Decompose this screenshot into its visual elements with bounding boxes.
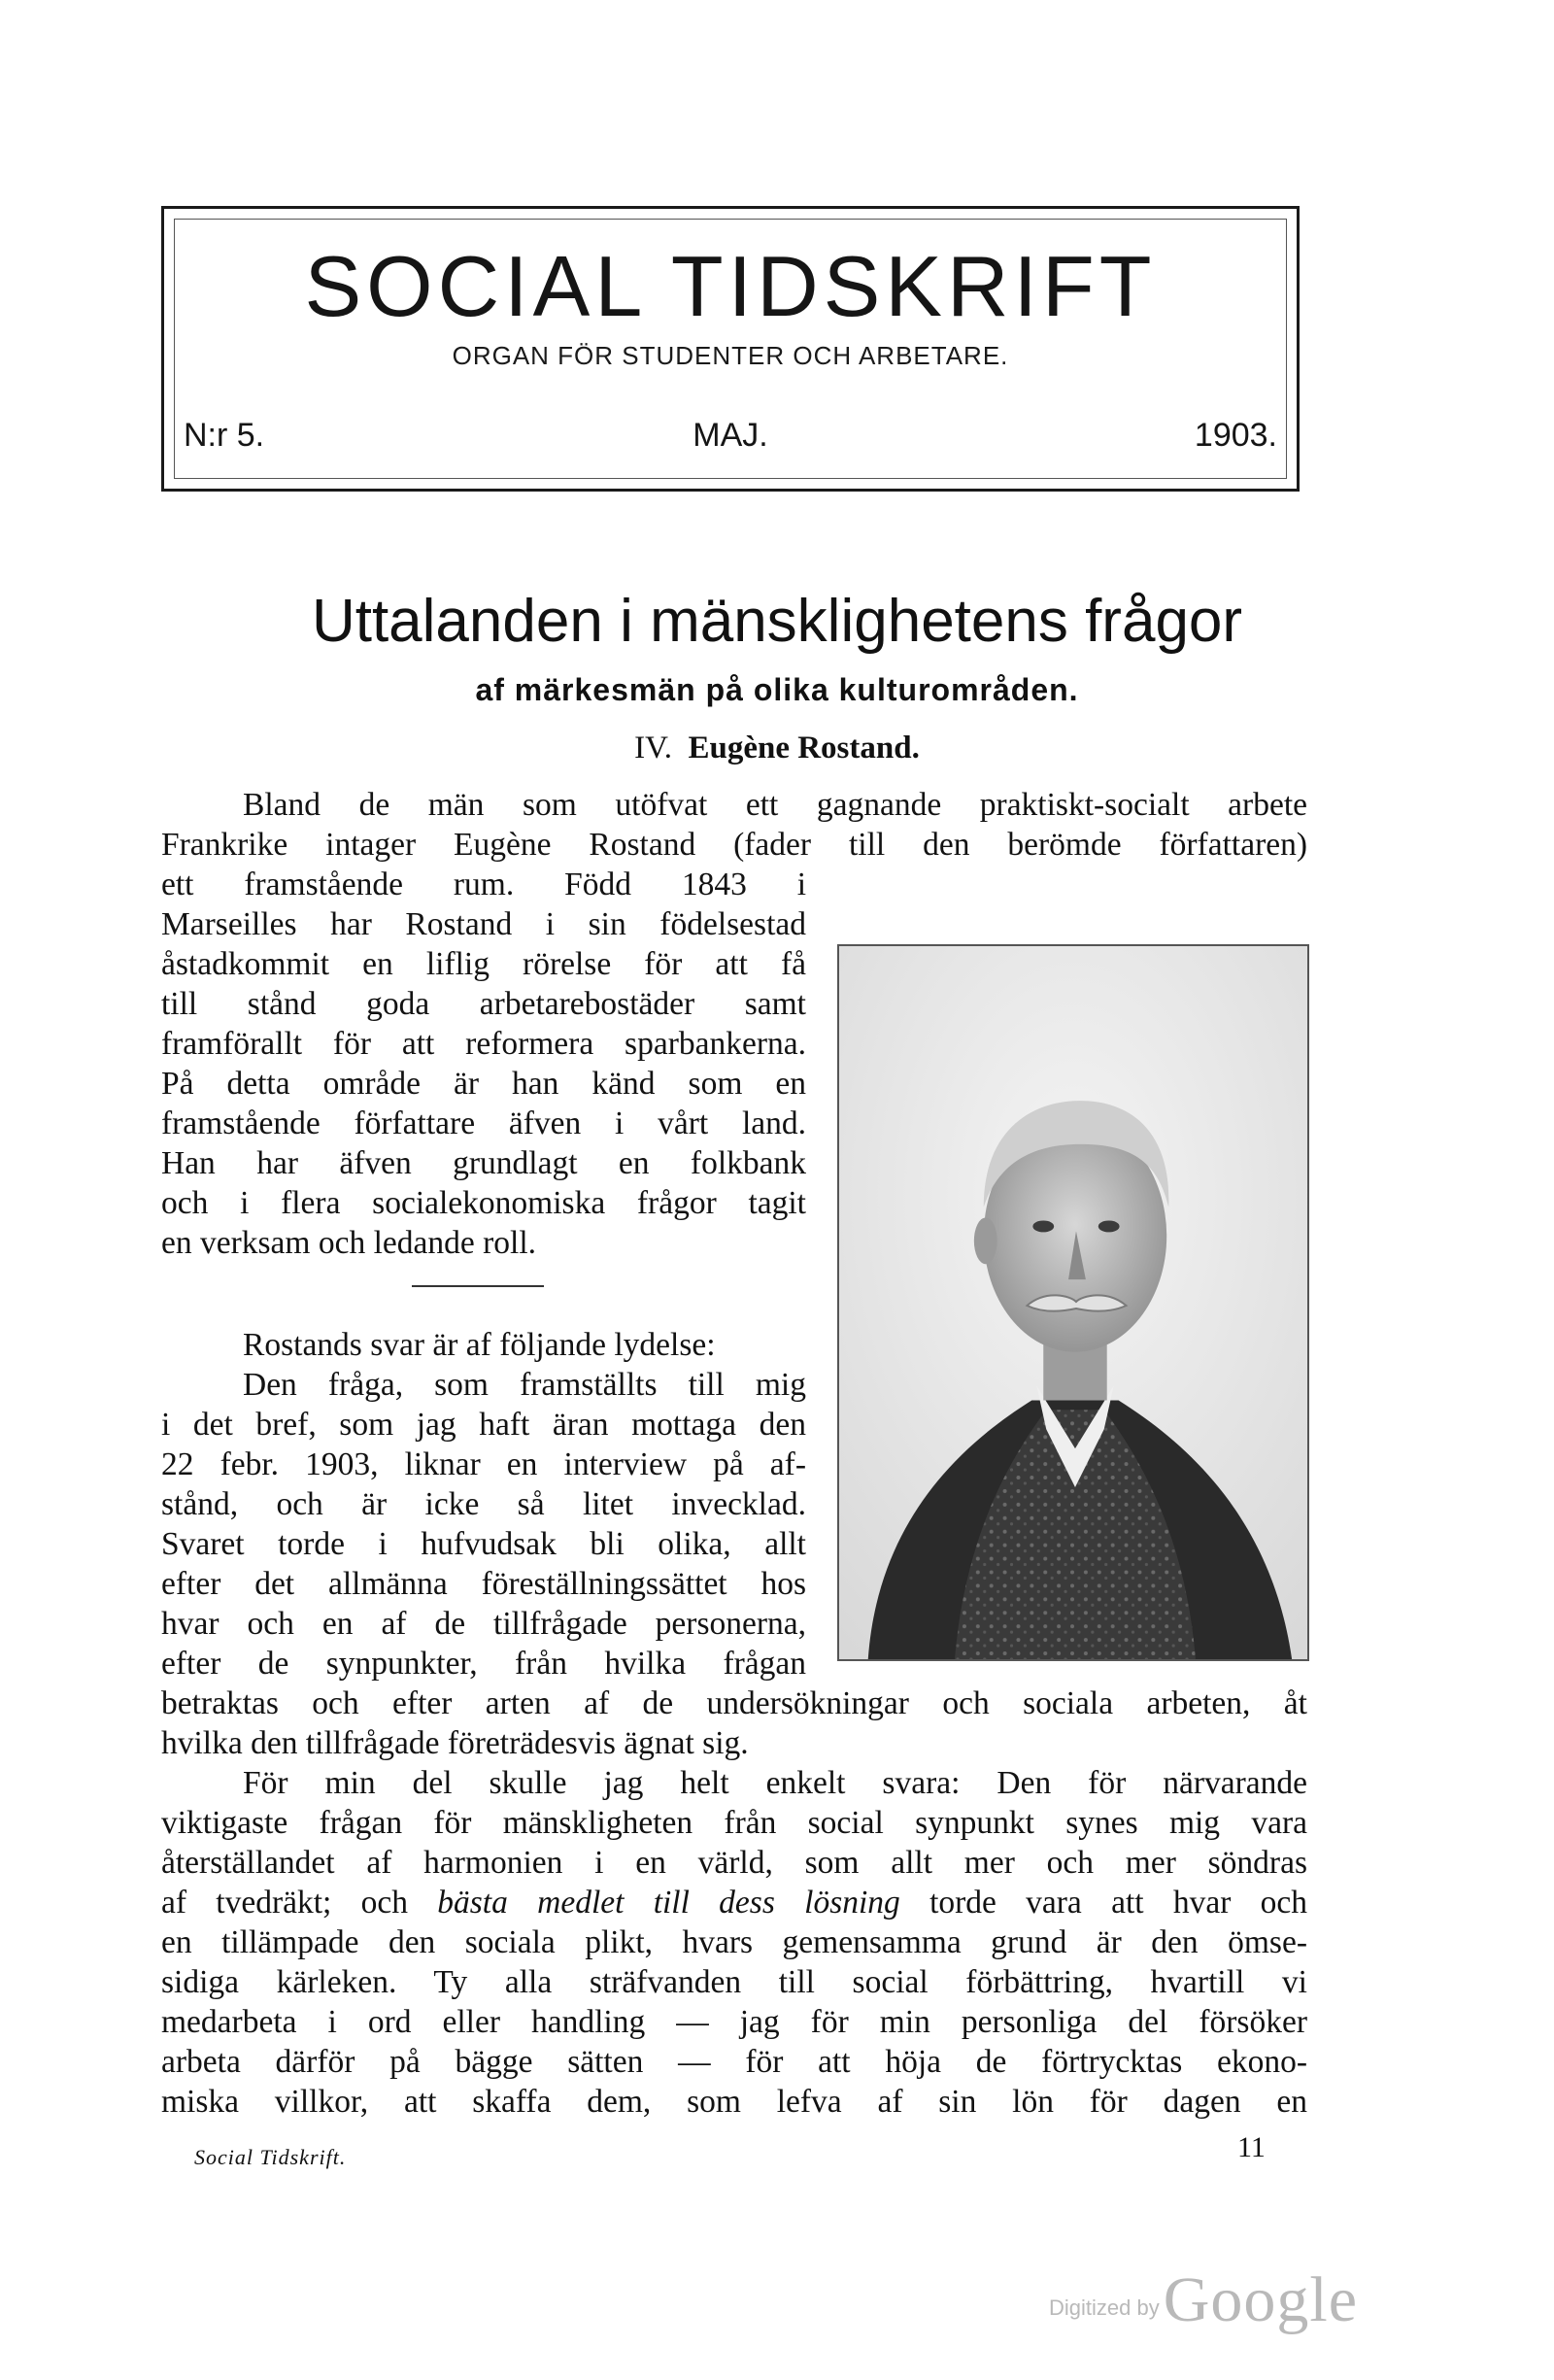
text-line: ett framstående rum. Född 1843 i (161, 867, 806, 902)
text-fragment: af tvedräkt; och (161, 1885, 438, 1921)
text-line: till stånd goda arbetarebostäder samt (161, 986, 806, 1022)
text-line: framförallt för att reformera sparbankerna. (161, 1026, 806, 1062)
text-line: sidiga kärleken. Ty alla sträfvanden till social förbättring, hvartill vi (161, 1964, 1307, 2000)
text-line: Han har äfven grundlagt en folkbank (161, 1145, 806, 1181)
text-line: en verksam och ledande roll. (161, 1225, 537, 1261)
text-line-with-emphasis (161, 1883, 1307, 1922)
footer-journal-name: Social Tidskrift. (194, 2145, 347, 2169)
issue-year: 1903. (1194, 417, 1277, 454)
text-fragment: torde vara att hvar och (899, 1885, 1307, 1921)
article-subtitle: af märkesmän på olika kulturområden. (475, 672, 1079, 707)
text-line: hvilka den tillfrågade företrädesvis ägnat sig. (161, 1725, 749, 1761)
section-number: IV. (634, 731, 672, 765)
text-line: Svaret torde i hufvudsak bli olika, allt (161, 1526, 806, 1562)
text-line: återställandet af harmonien i en värld, som allt mer och mer söndras (161, 1845, 1307, 1881)
section-name: Eugène Rostand. (688, 731, 920, 765)
page-number: 11 (1237, 2131, 1266, 2163)
text-line: betraktas och efter arten af de undersökningar och sociala arbeten, åt (161, 1685, 1307, 1721)
emphasized-text: bästa medlet till dess lösning (437, 1885, 900, 1921)
text-line: För min del skulle jag helt enkelt svara: Den för närvarande (243, 1765, 1307, 1801)
text-line: viktigaste frågan för mänskligheten från social synpunkt synes mig vara (161, 1805, 1307, 1841)
journal-subtitle: ORGAN FÖR STUDENTER OCH ARBETARE. (452, 341, 1009, 370)
text-line: en tillämpade den sociala plikt, hvars gemensamma grund är den ömse- (161, 1924, 1307, 1960)
watermark-brand: Google (1163, 2264, 1359, 2335)
article-title: Uttalanden i mänsklighetens frågor (311, 588, 1243, 655)
text-line: efter det allmänna föreställningssättet hos (161, 1566, 806, 1602)
text-line: arbeta därför på bägge sätten — för att höja de förtrycktas ekono- (161, 2044, 1307, 2080)
issue-month: MAJ. (693, 417, 768, 454)
text-line: 22 febr. 1903, liknar en interview på af- (161, 1446, 806, 1482)
text-line: åstadkommit en liflig rörelse för att få (161, 946, 806, 982)
text-line: medarbeta i ord eller handling — jag för min personliga del försöker (161, 2004, 1307, 2040)
text-line: och i flera socialekonomiska frågor tagit (161, 1185, 806, 1221)
text-line: efter de synpunkter, från hvilka frågan (161, 1646, 806, 1682)
text-line: Frankrike intager Eugène Rostand (fader till den berömde författaren) (161, 827, 1307, 863)
portrait-illustration (839, 946, 1307, 1659)
text-line: hvar och en af de tillfrågade personerna, (161, 1606, 806, 1642)
digitization-watermark (1049, 2263, 1358, 2337)
section-divider (412, 1285, 544, 1287)
portrait-photo (837, 944, 1309, 1661)
issue-number: N:r 5. (184, 417, 265, 454)
text-line: stånd, och är icke så litet invecklad. (161, 1486, 806, 1522)
text-line: i det bref, som jag haft äran mottaga den (161, 1407, 806, 1443)
section-heading (0, 731, 1554, 766)
text-line: Marseilles har Rostand i sin födelsestad (161, 906, 806, 942)
text-line: miska villkor, att skaffa dem, som lefva af sin lön för dagen en (161, 2084, 1307, 2120)
journal-title: SOCIAL TIDSKRIFT (304, 238, 1157, 334)
text-line: Bland de män som utöfvat ett gagnande praktiskt-socialt arbete (243, 787, 1307, 823)
watermark-prefix: Digitized by (1049, 2295, 1160, 2320)
masthead (161, 206, 1300, 492)
text-line: Den fråga, som framställts till mig (243, 1367, 806, 1403)
text-line: framstående författare äfven i vårt land. (161, 1105, 806, 1141)
text-line: Rostands svar är af följande lydelse: (243, 1327, 716, 1363)
text-line: På detta område är han känd som en (161, 1066, 806, 1102)
